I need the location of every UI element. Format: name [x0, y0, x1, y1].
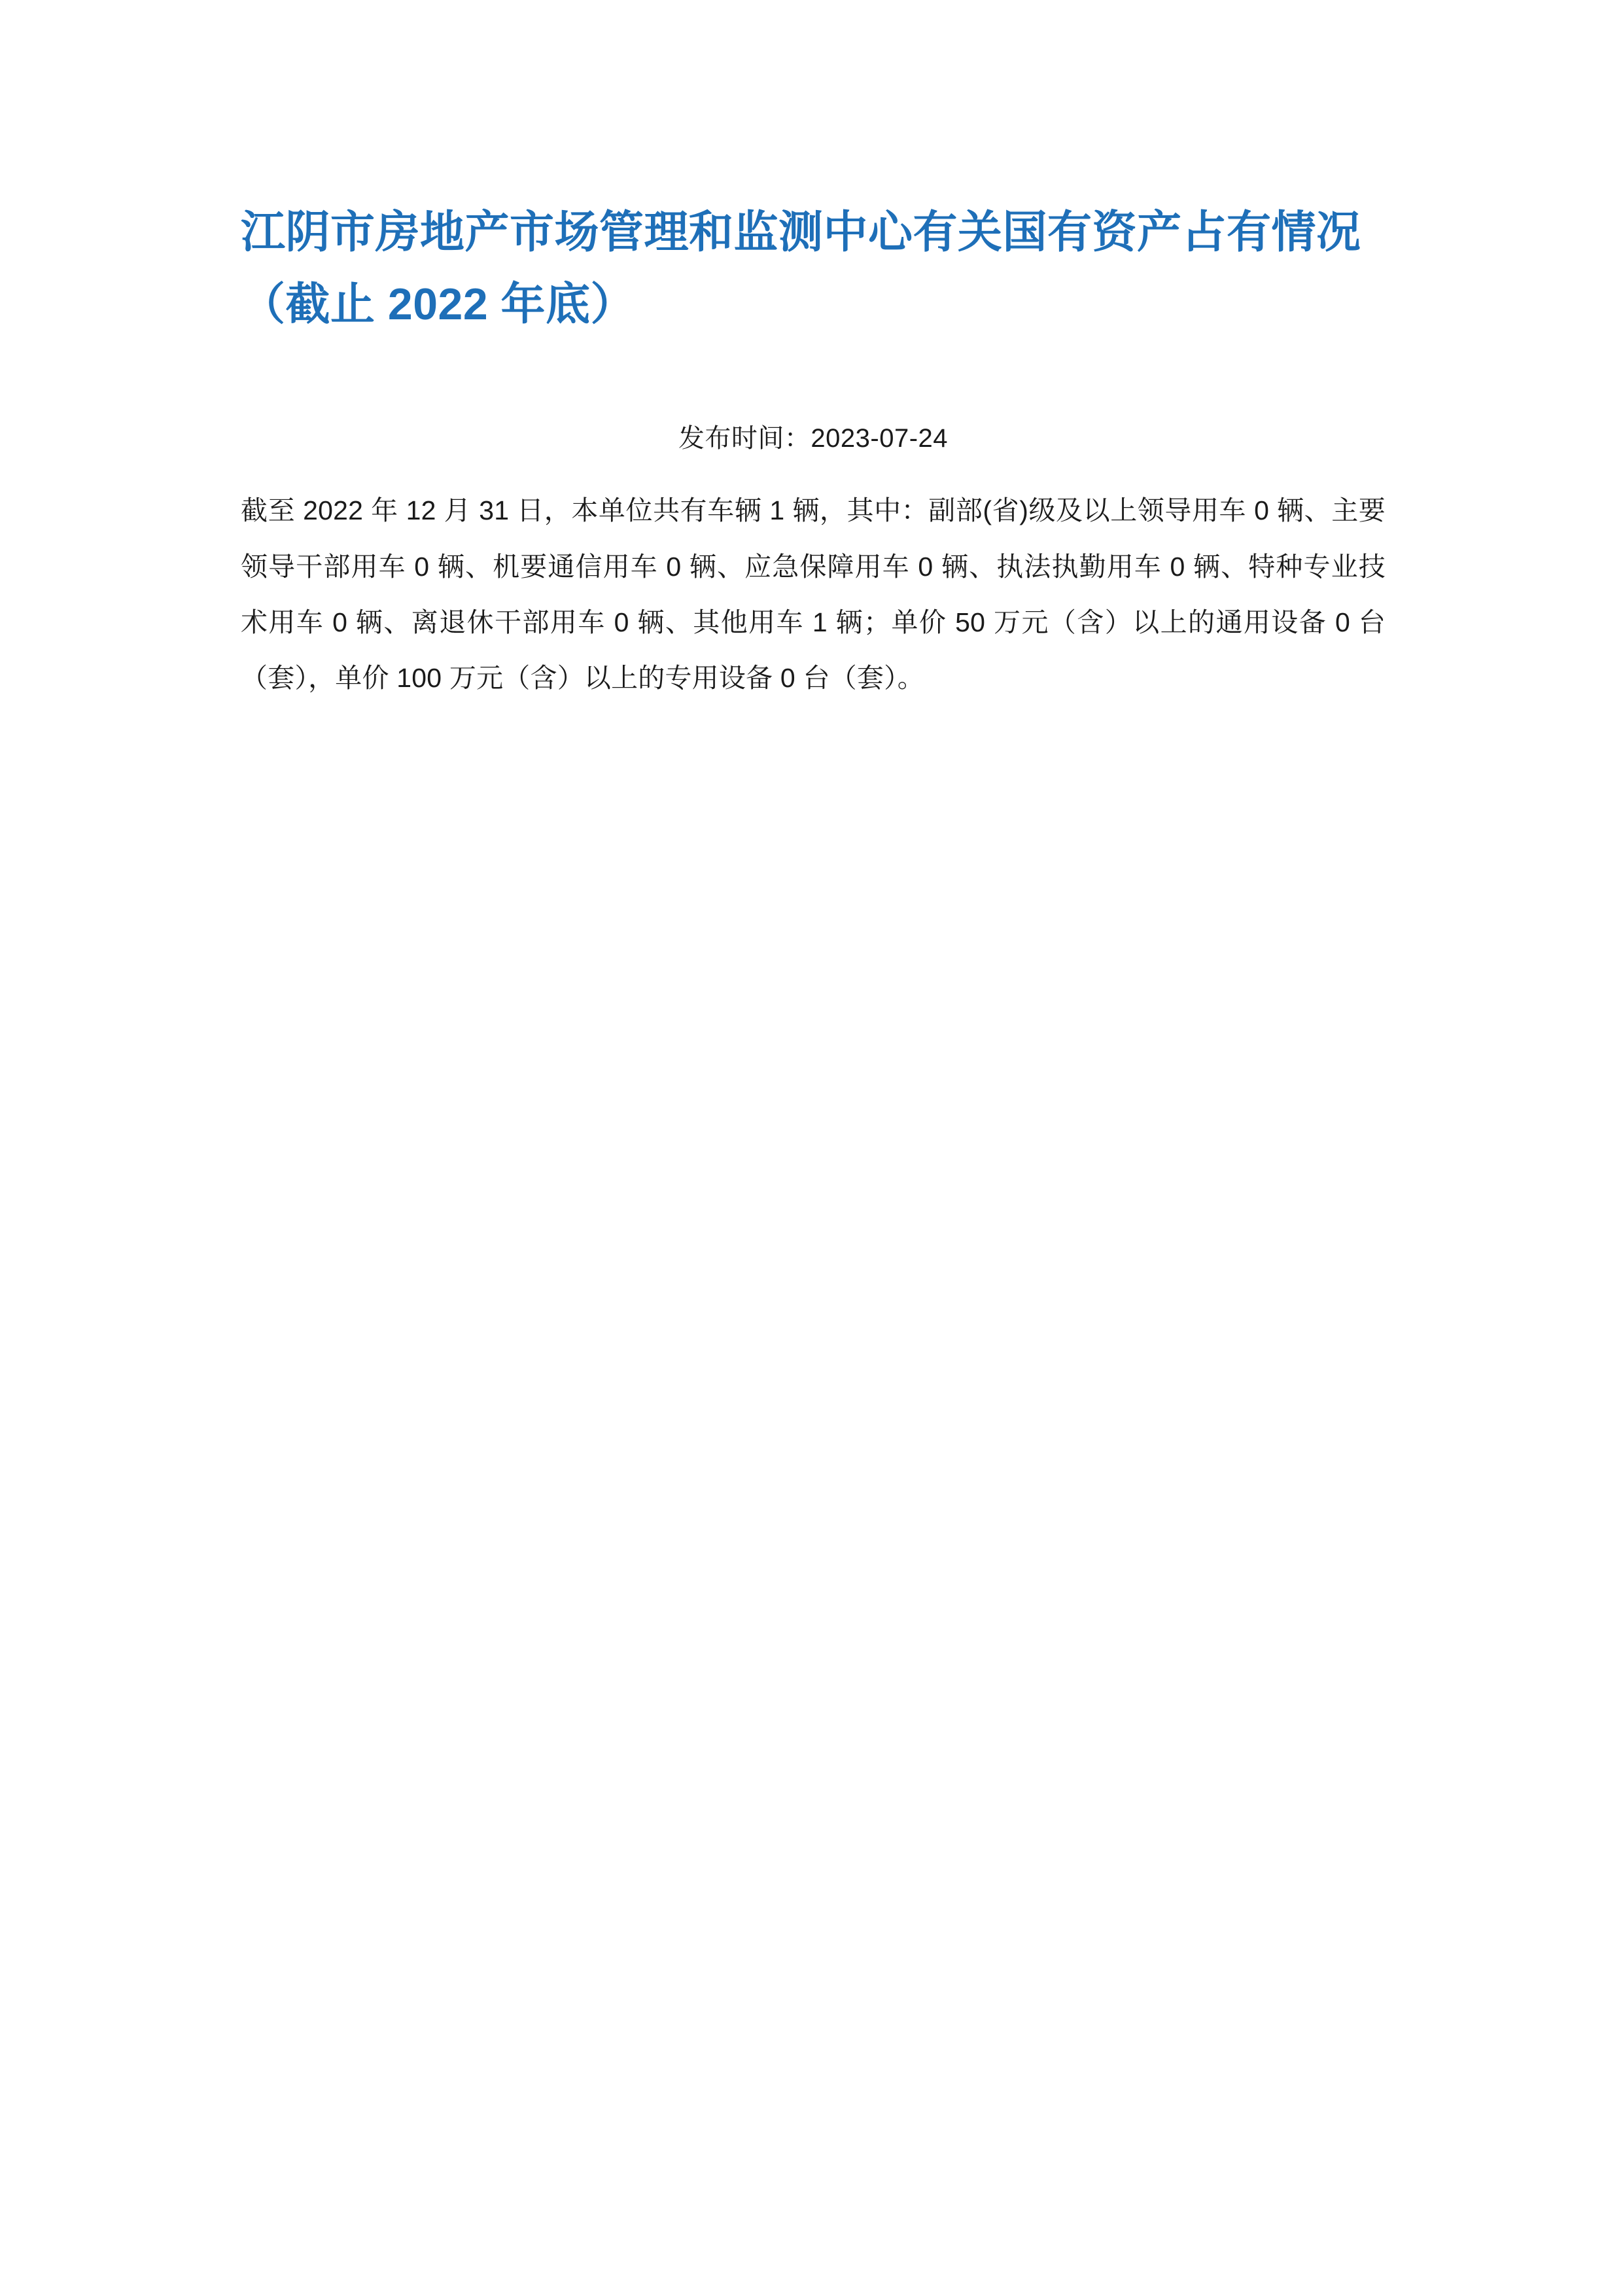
publish-time: 发布时间：2023-07-24	[678, 424, 949, 453]
page-title: 江阴市房地产市场管理和监测中心有关国有资产占有情况（截止 2022 年底）	[241, 207, 1361, 330]
body-paragraph: 截至 2022 年 12 月 31 日，本单位共有车辆 1 辆，其中：副部(省)级及以上领导用车 0 辆、主要领导干部用车 0 辆、机要通信用车 0 辆、应急保障用车 0 辆、执法执勤用车 0 辆、特种专业技术用车 0 辆、离退休干部用车 0 辆、其他用车 1 辆；单价 50 万元（含）以上的通用设备 0 台（套），单价 100 万元（含）以上的专用设备 0 台（套）。	[241, 495, 1386, 694]
document-content	[241, 196, 1386, 733]
